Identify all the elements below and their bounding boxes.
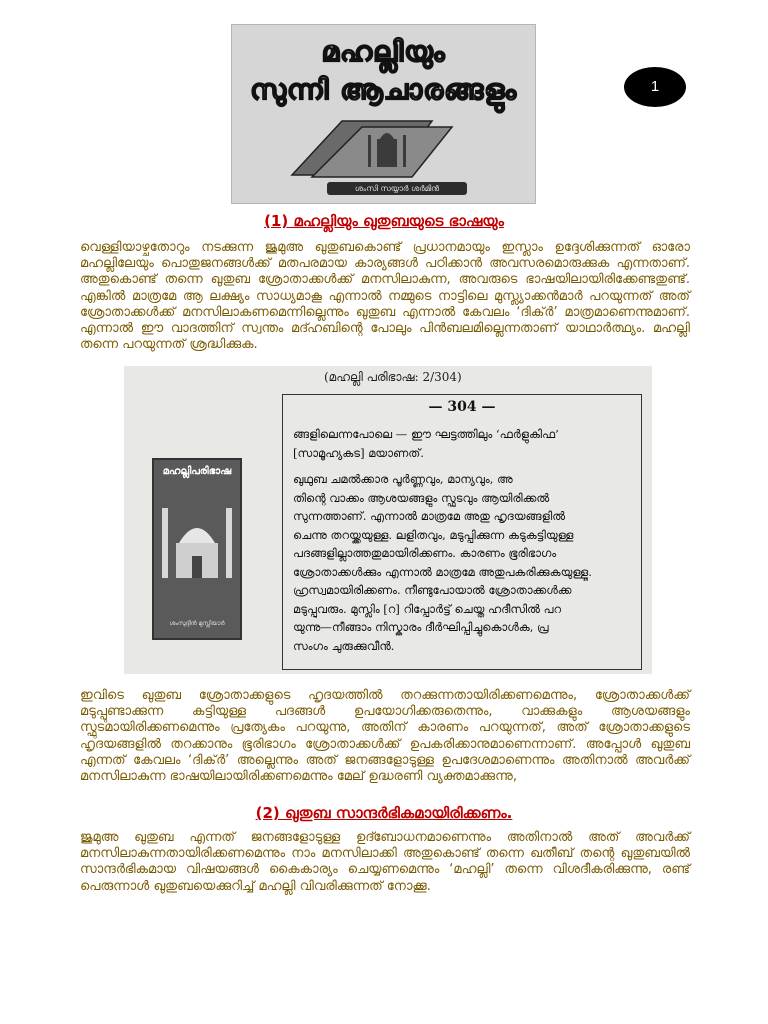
excerpt-line: ഹ്രസ്വമായിരിക്കണം. നീണ്ടുപോയാൽ ശ്രോതാക്കൾക്ക — [293, 583, 572, 597]
excerpt-line: സംഗം ചുരുക്കുവീൻ. — [293, 638, 395, 653]
excerpt-line: സുന്നത്താണ്. എന്നാൽ മാത്രമേ അതു ഹൃദയങ്ങളിൽ — [293, 509, 566, 523]
excerpt-book-author: ശംസുദ്ദീൻ മുസ്ലിയാർ — [169, 620, 225, 627]
excerpt-line: ശ്രോതാക്കൾക്കും എന്നാൽ മാത്രമേ അതുപകരിക്കുകയുള്ളൂ. — [293, 564, 592, 579]
cover-title-line2: സുന്നി ആചാരങ്ങളും — [250, 73, 517, 106]
excerpt-text — [293, 425, 633, 655]
book-cover-image — [231, 24, 536, 204]
excerpt-line: പദങ്ങളില്ലാത്തതുമായിരിക്കണം. കാരണം ഭൂരിഭാഗം — [293, 546, 557, 560]
cover-books-illustration — [282, 117, 482, 179]
cover-title-line1: മഹല്ലിയും — [321, 35, 446, 68]
mosque-icon — [154, 488, 240, 598]
excerpt-line: ങ്ങളിലെന്നപോലെ — ഈ ഘട്ടത്തിലും ‘ഫർളുകിഫ’ — [293, 427, 559, 441]
excerpt-line: തിന്റെ വാക്കം ആശയങ്ങളും സ്ഫുടവും ആയിരിക്കൽ — [293, 490, 550, 505]
excerpt-page-number: — 304 — — [428, 399, 496, 415]
excerpt-line: ചെന്നു തറയ്ക്കയുള്ള. ലളിതവും, മടുപ്പിക്കുന്ന കടുകട്ടിയുള്ള — [293, 527, 574, 542]
scanned-excerpt-image — [124, 366, 652, 674]
section2-paragraph: ജുമുഅ ഖുതുബ എന്നത് ജനങ്ങളോടുള്ള ഉദ്ബോധനമാണെന്നും അതിനാൽ അത് അവർക്ക് മനസിലാകുന്നതായിരിക്കണമെന്നും നാം മനസിലാക്കി അതുകൊണ്ട് തന്നെ ഖതീബ് തന്റെ ഖുതുബയിൽ സാന്ദർഭികമായ വിഷയങ്ങൾ കൈകാര്യം ചെയ്യണമെന്നും ‘മഹല്ലി’ തന്നെ വിശദീകരിക്കുന്നു, രണ്ട് പെരുന്നാൾ ഖുതുബയെക്കുറിച്ച് മഹല്ലി വിവരിക്കുന്നത് നോക്കൂ. — [80, 830, 690, 894]
excerpt-caption: (മഹല്ലി പരിഭാഷ: 2/304) — [324, 370, 462, 384]
section1-paragraph: വെള്ളിയാഴ്ചതോറും നടക്കുന്ന ജുമുഅ ഖുതുബകൊണ്ട് പ്രധാനമായും ഇസ്ലാം ഉദ്ദേശിക്കുന്നത് ഓരോ മഹല്ലിലേയും പൊതുജനങ്ങൾക്ക് മതപരമായ കാര്യങ്ങൾ പഠിക്കാൻ അവസരമൊരുക്കുക എന്നതാണ്. അതുകൊണ്ട് തന്നെ ഖുതുബ ശ്രോതാക്കൾക്ക് മനസിലാകുന്ന, അവരുടെ ഭാഷയിലായിരിക്കേണ്ടതുണ്ട്. എങ്കിൽ മാത്രമേ ആ ലക്ഷ്യം സാധ്യമാകൂ എന്നാൽ നമ്മുടെ നാട്ടിലെ മുസ്ല്യാക്കൻമാർ പറയുന്നത് അത് ശ്രോതാക്കൾക്ക് മനസിലാകണമെന്നില്ലെന്നും ഖുതുബ എന്നാൽ കേവലം ‘ദിക്ർ’ മാത്രമാണെന്നുമാണ്. എന്നാൽ ഈ വാദത്തിന് സ്വന്തം മദ്ഹബിന്റെ പോലും പിൻബലമില്ലെന്നതാണ് യാഥാർത്ഥ്യം. മഹല്ലി തന്നെ പറയുന്നത് ശ്രദ്ധിക്കുക. — [80, 240, 690, 353]
excerpt-book-title: മഹല്ലിപരിഭാഷ — [162, 466, 232, 477]
page-number-badge: 1 — [624, 67, 686, 107]
excerpt-line: ഖുഥുബ ചമൽക്കാര പൂർണ്ണവും, മാന്യവും, അ — [293, 472, 513, 486]
excerpt-book-cover — [152, 458, 242, 640]
excerpt-line: [സാമൂഹ്യകട] മയാണത്. — [293, 445, 424, 460]
excerpt-line: മടുപ്പുവരും. മുസ്ലിം [റ] റിപ്പോർട്ട് ചെയ്ത ഹദീസിൽ പറ — [293, 601, 562, 616]
section2-heading: (2) ഖുതുബ സാന്ദർഭികമായിരിക്കണം. — [255, 804, 513, 822]
excerpt-page-frame — [282, 394, 642, 670]
section1-heading: (1) മഹല്ലിയും ഖുതുബയുടെ ഭാഷയും — [264, 212, 504, 230]
commentary-paragraph: ഇവിടെ ഖുതുബ ശ്രോതാക്കളുടെ ഹൃദയത്തിൽ തറക്കുന്നതായിരിക്കണമെന്നും, ശ്രോതാക്കൾക്ക് മടുപ്പുണ്ടാക്കുന്ന കട്ടിയുള്ള പദങ്ങൾ ഉപയോഗിക്കരുതെന്നും, വാക്കുകളും ആശയങ്ങളും സ്ഫുടമായിരിക്കണമെന്നും പ്രത്യേകം പറയുന്നു, അതിന് കാരണം പറയുന്നത്, അത് ശ്രോതാക്കളുടെ ഹൃദയങ്ങളിൽ തറക്കാനും ഭൂരിഭാഗം ശ്രോതാക്കൾക്ക് ഉപകരിക്കാനുമാണെന്നാണ്. അപ്പോൾ ഖുതുബ എന്നത് കേവലം ‘ദിക്ർ’ അല്ലെന്നും അത് ജനങ്ങളോടുള്ള ഉപദേശമാണെന്നും അതിനാൽ അവർക്ക് മനസിലാകുന്ന ഭാഷയിലായിരിക്കണമെന്നും മേല് ഉദ്ധരണി വ്യക്തമാക്കുന്നു, — [80, 688, 690, 785]
cover-author-label: ശംസി സയ്യാർ ശർമിൻ — [327, 182, 467, 195]
excerpt-line: യുന്നു—നീങ്ങാം നിസ്കാരം ദീർഘിപ്പിച്ചുകൊൾക, പ്ര — [293, 620, 549, 634]
